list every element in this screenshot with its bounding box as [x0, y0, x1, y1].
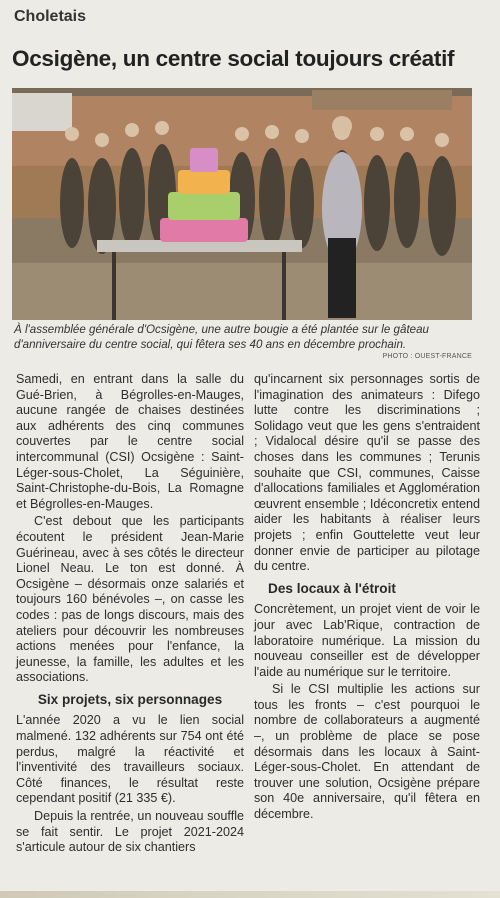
paragraph: Concrètement, un projet vient de voir le jour avec Lab'Rique, contraction de laboratoire numérique. La mission du nouveau conseiller est de développer l'aide au numérique sur le territoire. — [254, 602, 480, 679]
article-photo — [12, 88, 472, 320]
left-column — [16, 372, 244, 858]
paragraph: C'est debout que les participants écoutent le président Jean-Marie Guérineau, avec à ses côtés le directeur Lionel Neau. Le ton est donné. À Ocsigène – désormais onze salariés et toujours 160 bénévoles –, on casse les codes : pas de longs discours, mais des ateliers pour découvrir les nombreuses actions menées pour l'enfance, la jeunesse, la famille, les adultes et les associations. — [16, 514, 244, 685]
photo-caption: À l'assemblée générale d'Ocsigène, une autre bougie a été plantée sur le gâteau d'anniversaire du centre social, qui fêtera ses 40 ans en décembre prochain. — [14, 323, 430, 351]
paragraph: L'année 2020 a vu le lien social malmené. 132 adhérents sur 754 ont été perdus, malgré la réactivité et l'inventivité des travailleurs sociaux. Côté finances, le résultat reste cependant positif (21 335 €). — [16, 713, 244, 806]
paragraph: Samedi, en entrant dans la salle du Gué-Brien, à Bégrolles-en-Mauges, aucune rangée de chaises destinées aux adhérents des cinq communes couvertes par le centre social intercommunal (CSI) Ocsigène : Saint-Léger-sous-Cholet, La Séguinière, Saint-Christophe-du-Bois, La Romagne et Bégrolles-en-Mauges. — [16, 372, 244, 511]
paragraph: Depuis la rentrée, un nouveau souffle se fait sentir. Le projet 2021-2024 s'articule autour de six chantiers — [16, 809, 244, 855]
headline: Ocsigène, un centre social toujours créatif — [12, 46, 455, 71]
paragraph: Si le CSI multiplie les actions sur tous les fronts – c'est pourquoi le nombre de collaborateurs a augmenté –, un problème de place se pose désormais dans les locaux à Saint-Léger-sous-Cholet. En attendant de trouver une solution, Ocsigène prépare son 40e anniversaire, qu'il fêtera en décembre. — [254, 682, 480, 822]
subheading: Des locaux à l'étroit — [268, 580, 396, 596]
photo-credit: PHOTO : OUEST-FRANCE — [382, 353, 472, 360]
paragraph: qu'incarnent six personnages sortis de l'imagination des animateurs : Difego lutte contre les discriminations ; Solidago veut que les gens s'entraident ; Vidalocal désire qu'il se passe des choses dans les communes ; Terunis souhaite que CSI, communes, Caisse d'allocations familiales et Agglomération œuvrent ensemble ; Idéconcretix entend aider les habitants à réaliser leurs projets ; enfin Gouttelette veut leur donner envie de participer au pilotage du centre. — [254, 372, 480, 574]
right-column — [254, 372, 480, 825]
subheading: Six projets, six personnages — [37, 691, 223, 707]
page-edge — [0, 891, 500, 898]
section-label: Choletais — [14, 8, 87, 25]
